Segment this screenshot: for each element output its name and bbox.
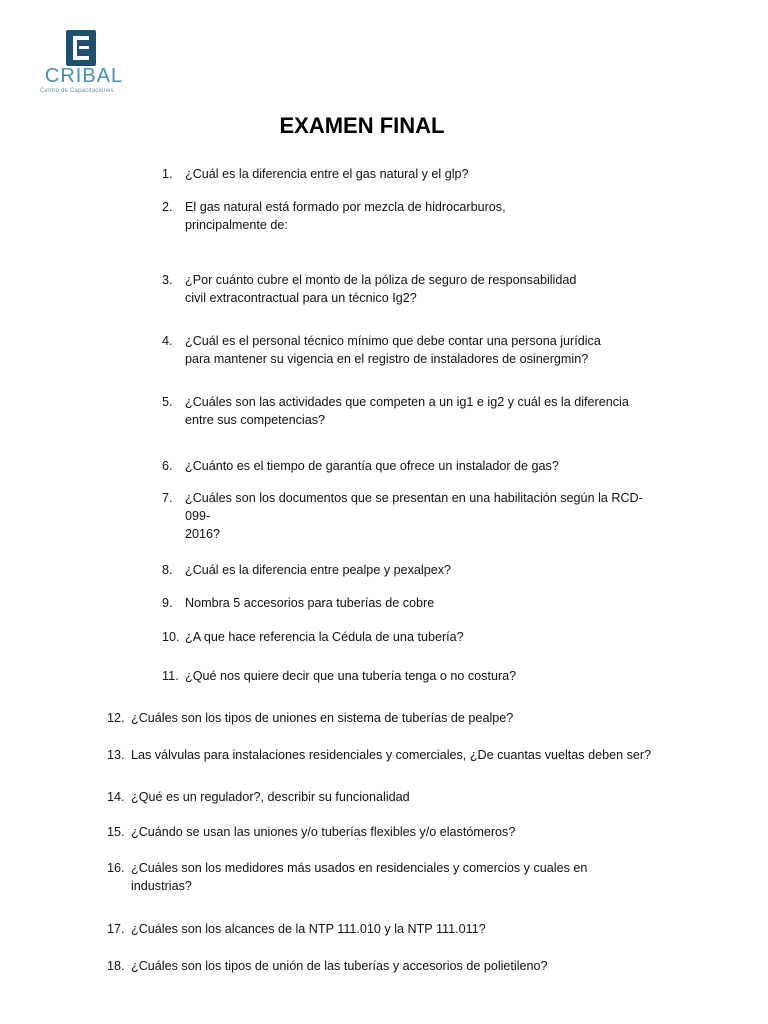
logo-subtitle: Centro de Capacitaciones xyxy=(40,88,114,94)
question-14 xyxy=(107,788,667,806)
question-text: ¿Cuánto es el tiempo de garantía que ofrece un instalador de gas? xyxy=(185,459,559,473)
question-number: 8. xyxy=(162,563,173,577)
question-text: ¿A que hace referencia la Cédula de una tubería? xyxy=(185,630,464,644)
question-number: 18. xyxy=(107,959,125,973)
question-number: 5. xyxy=(162,395,173,409)
question-17 xyxy=(107,920,667,938)
question-18 xyxy=(107,957,667,975)
question-number: 16. xyxy=(107,861,125,875)
question-9 xyxy=(162,594,662,612)
page-title: EXAMEN FINAL xyxy=(279,113,445,138)
question-text-line-2: industrias? xyxy=(131,879,192,893)
question-1 xyxy=(162,165,662,183)
question-5 xyxy=(162,393,654,429)
question-13 xyxy=(107,746,687,764)
question-10 xyxy=(162,628,662,646)
question-number: 4. xyxy=(162,334,173,348)
cribal-logo-icon xyxy=(66,30,96,66)
question-text-line-2: civil extracontractual para un técnico Ig2? xyxy=(185,291,417,305)
question-7 xyxy=(162,489,658,543)
question-8 xyxy=(162,561,662,579)
question-number: 3. xyxy=(162,273,173,287)
question-text-line-1: El gas natural está formado por mezcla de hidrocarburos, xyxy=(185,200,506,214)
question-number: 7. xyxy=(162,491,173,505)
question-11 xyxy=(162,667,662,685)
question-text: ¿Cuál es la diferencia entre el gas natural y el glp? xyxy=(185,167,469,181)
question-number: 15. xyxy=(107,825,125,839)
question-number: 1. xyxy=(162,167,173,181)
question-text: ¿Qué nos quiere decir que una tubería tenga o no costura? xyxy=(185,669,517,683)
question-text: ¿Cuáles son los tipos de uniones en sistema de tuberías de pealpe? xyxy=(131,711,514,725)
question-3 xyxy=(162,271,654,307)
question-number: 11. xyxy=(162,669,179,683)
question-2 xyxy=(162,198,662,234)
question-number: 17. xyxy=(107,922,125,936)
question-number: 14. xyxy=(107,790,125,804)
question-text-line-1: ¿Cuál es el personal técnico mínimo que debe contar una persona jurídica xyxy=(185,334,601,348)
question-text-line-1: ¿Por cuánto cubre el monto de la póliza de seguro de responsabilidad xyxy=(185,273,577,287)
question-number: 13. xyxy=(107,748,125,762)
question-text: ¿Qué es un regulador?, describir su funcionalidad xyxy=(131,790,410,804)
question-text: ¿Cuáles son los tipos de unión de las tuberías y accesorios de polietileno? xyxy=(131,959,548,973)
question-text-line-1: ¿Cuáles son los documentos que se presentan en una habilitación según la RCD- xyxy=(185,491,643,505)
question-number: 10. xyxy=(162,630,180,644)
question-number: 6. xyxy=(162,459,173,473)
question-6 xyxy=(162,457,662,475)
question-text-line-3: 2016? xyxy=(185,527,221,541)
question-12 xyxy=(107,709,667,727)
question-text-line-2: entre sus competencias? xyxy=(185,413,326,427)
question-15 xyxy=(107,823,667,841)
question-number: 2. xyxy=(162,200,173,214)
question-number: 12. xyxy=(107,711,125,725)
question-text-line-2: 099- xyxy=(185,509,211,523)
question-text-line-1: ¿Cuáles son las actividades que competen a un ig1 e ig2 y cuál es la diferencia xyxy=(185,395,629,409)
question-text: ¿Cuándo se usan las uniones y/o tuberías flexibles y/o elastómeros? xyxy=(131,825,516,839)
question-text: Nombra 5 accesorios para tuberías de cobre xyxy=(185,596,435,610)
question-text: ¿Cuáles son los alcances de la NTP 111.010 y la NTP 111.011? xyxy=(131,922,486,936)
question-number: 9. xyxy=(162,596,173,610)
logo-name: CRIBAL xyxy=(44,65,124,87)
question-text-line-2: para mantener su vigencia en el registro de instaladores de osinergmin? xyxy=(185,352,589,366)
question-4 xyxy=(162,332,654,368)
company-logo xyxy=(38,28,130,98)
question-16 xyxy=(107,859,664,895)
question-text-line-2: principalmente de: xyxy=(185,218,288,232)
question-text: Las válvulas para instalaciones residenciales y comerciales, ¿De cuantas vueltas deben ser? xyxy=(131,748,652,762)
question-text: ¿Cuál es la diferencia entre pealpe y pexalpex? xyxy=(185,563,452,577)
question-text-line-1: ¿Cuáles son los medidores más usados en residenciales y comercios y cuales en xyxy=(131,861,588,875)
